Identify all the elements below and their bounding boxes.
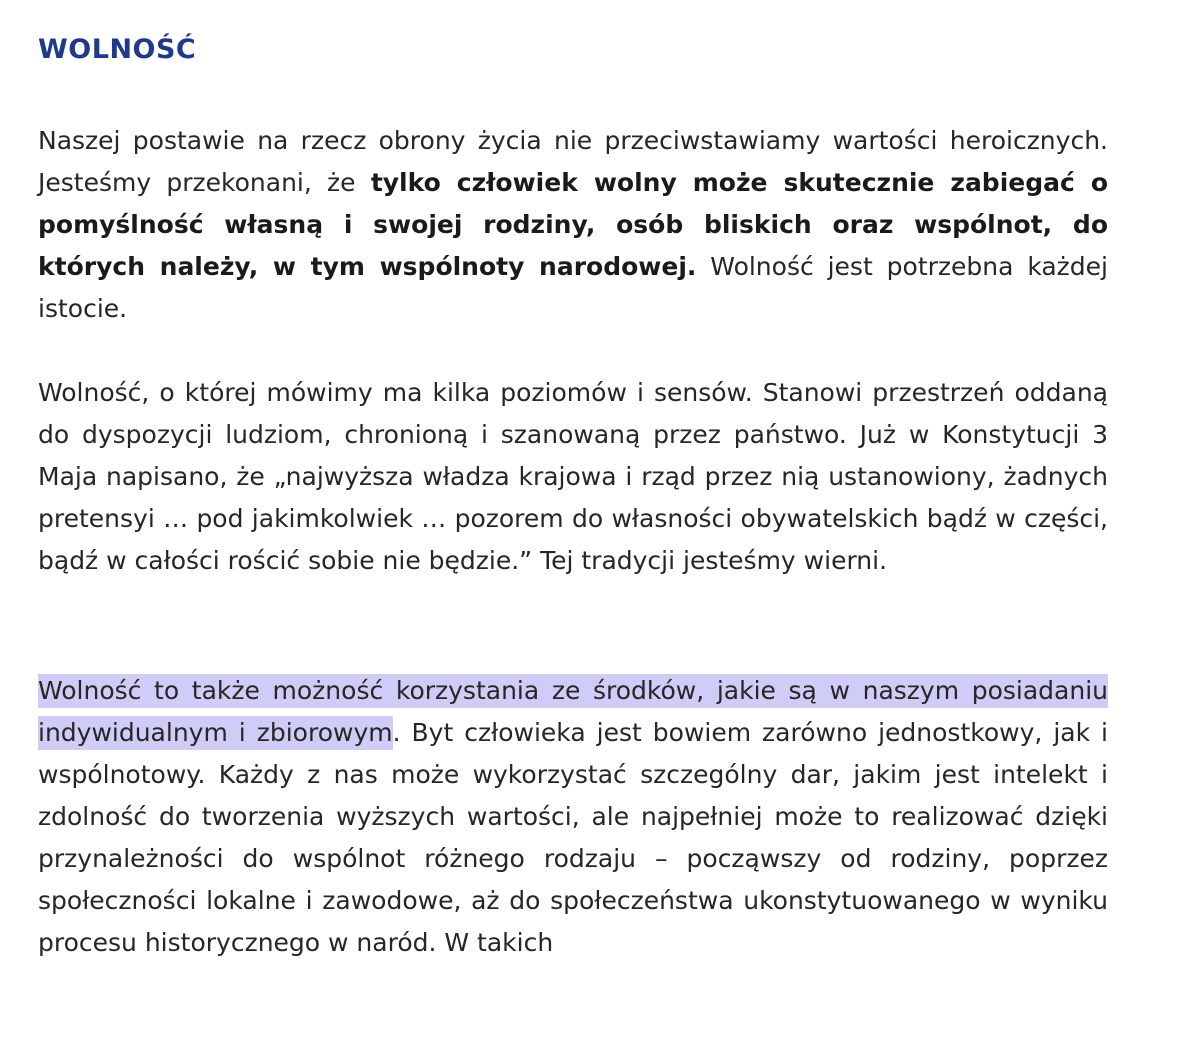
paragraph-1-tail: Wolność jest potrzebna każdej istocie. [38, 252, 1108, 323]
paragraph-3 [38, 670, 1108, 964]
paragraph-1-bold-statement: tylko człowiek wolny może skutecznie zabiegać o pomyślność własną i swojej rodziny, osób bliskich oraz wspólnot, do których należy, w tym wspólnoty narodowej. [38, 168, 1108, 281]
paragraph-2-text: Wolność, o której mówimy ma kilka poziomów i sensów. Stanowi przestrzeń oddaną do dyspozycji ludziom, chronioną i szanowaną przez państwo. Już w Konstytucji 3 Maja napisano, że „najwyższa władza krajowa i rząd przez nią ustanowiony, żadnych pretensyi … pod jakimkolwiek … pozorem do własności obywatelskich bądź w części, bądź w całości rościć sobie nie będzie.” Tej tradycji jesteśmy wierni. [38, 378, 1108, 575]
paragraph-3-rest: . Byt człowieka jest bowiem zarówno jednostkowy, jak i wspólnotowy. Każdy z nas może wykorzystać szczególny dar, jakim jest intelekt i zdolność do tworzenia wyższych wartości, ale najpełniej może to realizować dzięki przynależności do wspólnot różnego rodzaju – począwszy od rodziny, poprzez społeczności lokalne i zawodowe, aż do społeczeństwa ukonstytuowanego w wyniku procesu historycznego w naród. W takich [38, 718, 1108, 957]
section-heading: WOLNOŚĆ [38, 34, 197, 65]
paragraph-2 [38, 372, 1108, 582]
text-selection-highlight[interactable]: Wolność to także możność korzystania ze środków, jakie są w naszym posiadaniu indywidualnym i zbiorowym [38, 674, 1108, 750]
paragraph-1 [38, 120, 1108, 330]
paragraph-1-lead: Naszej postawie na rzecz obrony życia nie przeciwstawiamy wartości heroicznych. Jesteśmy przekonani, że [38, 126, 1108, 197]
